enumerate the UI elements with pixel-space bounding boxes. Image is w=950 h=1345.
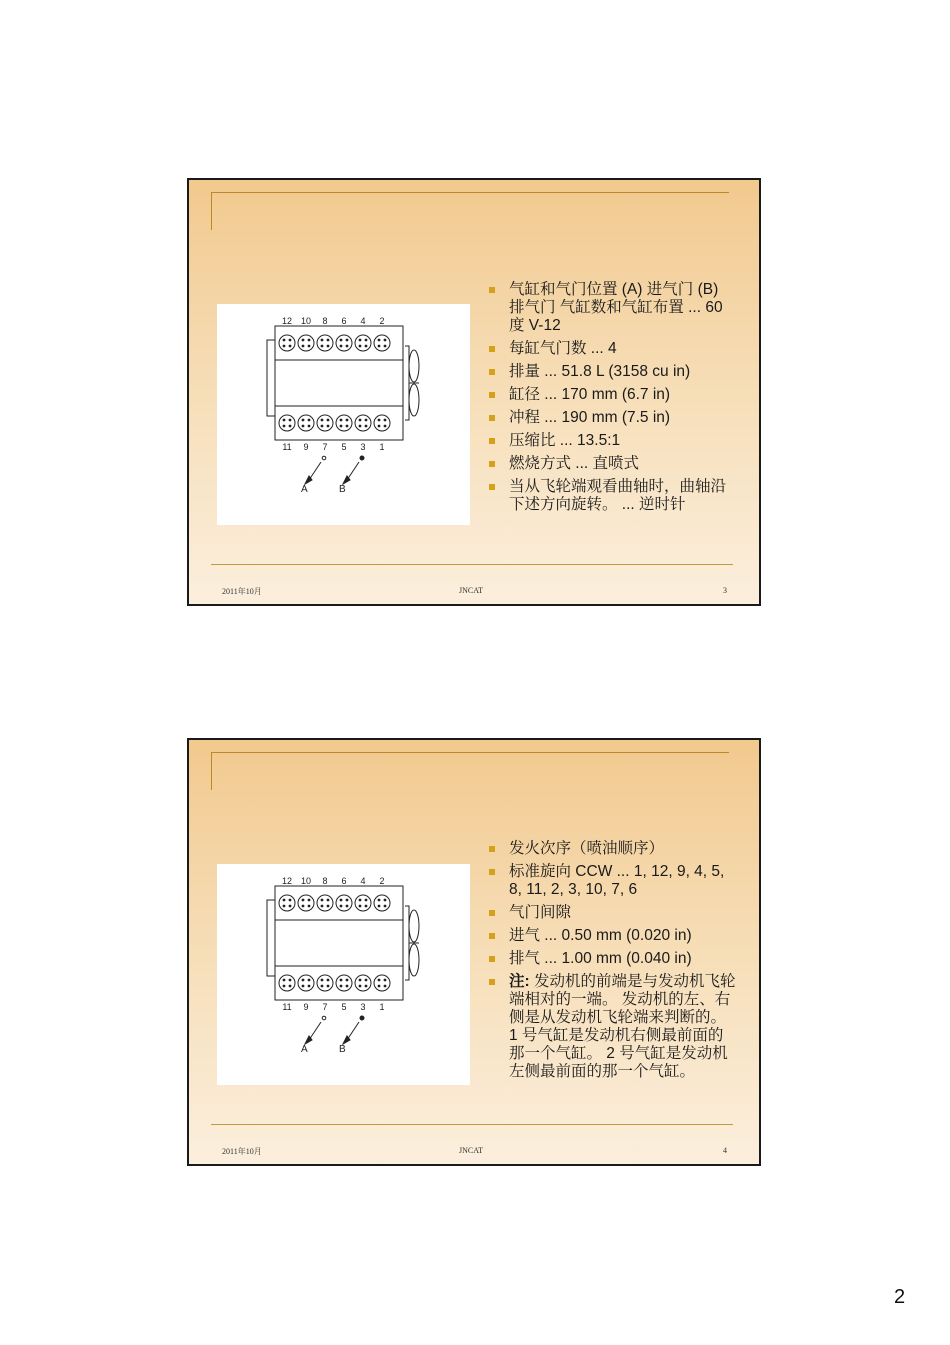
- engine-block: [275, 920, 403, 966]
- valve: [378, 339, 381, 342]
- valve: [359, 899, 362, 902]
- cylinder: [355, 975, 371, 991]
- valve: [378, 899, 381, 902]
- valve: [346, 419, 349, 422]
- title-frame-horizontal: [211, 192, 729, 193]
- cylinder: [317, 415, 333, 431]
- valve: [346, 905, 349, 908]
- bottom-cylinder-number: 7: [322, 442, 328, 452]
- top-cylinder-number: 2: [379, 316, 385, 326]
- valve: [346, 979, 349, 982]
- valve: [384, 425, 387, 428]
- bottom-cylinder-number: 9: [303, 1002, 309, 1012]
- valve: [302, 345, 305, 348]
- title-frame-vertical: [211, 192, 212, 230]
- bullet-item: [488, 950, 738, 968]
- valve: [365, 425, 368, 428]
- fan-blade-bottom: [409, 944, 419, 976]
- valve: [321, 345, 324, 348]
- valve: [359, 339, 362, 342]
- valve: [289, 979, 292, 982]
- valve: [302, 979, 305, 982]
- bullet-item: [488, 840, 738, 858]
- valve: [308, 899, 311, 902]
- top-cylinder-number: 10: [300, 316, 312, 326]
- top-cylinder-number: 12: [281, 876, 293, 886]
- valve: [346, 985, 349, 988]
- cylinder: [336, 415, 352, 431]
- valve: [359, 979, 362, 982]
- bullet-text: 冲程 ... 190 mm (7.5 in): [509, 409, 671, 426]
- bottom-cylinder-number: 3: [360, 1002, 366, 1012]
- footer-org: JNCAT: [459, 1146, 484, 1155]
- valve: [308, 345, 311, 348]
- cylinder: [298, 975, 314, 991]
- valve: [321, 979, 324, 982]
- bottom-cylinders: [279, 975, 390, 991]
- bottom-cylinder-number: 5: [341, 1002, 347, 1012]
- label-a: A: [301, 1044, 308, 1055]
- top-number-labels: [282, 316, 385, 326]
- valve: [346, 345, 349, 348]
- valve: [302, 419, 305, 422]
- slide-4: [187, 738, 761, 1166]
- valve: [378, 419, 381, 422]
- bullet-square-icon: [489, 415, 495, 421]
- engine-block: [275, 360, 403, 406]
- page-number: 2: [894, 1286, 906, 1308]
- cylinder: [355, 415, 371, 431]
- top-cylinder-number: 2: [379, 876, 385, 886]
- top-bank: [275, 886, 403, 920]
- top-cylinder-number: 10: [300, 876, 312, 886]
- valve: [289, 339, 292, 342]
- valve: [321, 419, 324, 422]
- top-cylinder-number: 8: [322, 876, 328, 886]
- valve: [359, 905, 362, 908]
- valve: [283, 419, 286, 422]
- valve: [378, 985, 381, 988]
- valve: [283, 425, 286, 428]
- arrow-a: [309, 1022, 321, 1040]
- cylinder: [279, 895, 295, 911]
- bullet-text: 燃烧方式 ... 直喷式: [509, 455, 640, 472]
- bullet-square-icon: [489, 846, 495, 852]
- bullet-square-icon: [489, 461, 495, 467]
- valve: [378, 905, 381, 908]
- valve: [327, 419, 330, 422]
- bullet-item: [488, 409, 738, 427]
- valve: [340, 345, 343, 348]
- cylinder: [317, 975, 333, 991]
- v12-engine-schematic: [217, 304, 470, 525]
- valve: [340, 339, 343, 342]
- valve: [283, 899, 286, 902]
- title-frame-vertical: [211, 752, 212, 790]
- valve: [327, 425, 330, 428]
- bullet-item: [488, 363, 738, 381]
- valve: [289, 985, 292, 988]
- valve: [340, 985, 343, 988]
- arrow-b: [347, 1022, 359, 1040]
- valve: [283, 339, 286, 342]
- valve: [384, 899, 387, 902]
- bullet-text: 排气 ... 1.00 mm (0.040 in): [509, 950, 692, 967]
- bullet-item: [488, 455, 738, 473]
- valve: [283, 905, 286, 908]
- title-frame-horizontal: [211, 752, 729, 753]
- arrow-a: [309, 462, 321, 480]
- valve: [327, 905, 330, 908]
- top-cylinder-number: 4: [360, 316, 366, 326]
- top-cylinders: [279, 895, 390, 911]
- top-number-labels: [282, 876, 385, 886]
- valve: [378, 425, 381, 428]
- bullet-text: 进气 ... 0.50 mm (0.020 in): [509, 927, 692, 944]
- valve: [327, 339, 330, 342]
- valve: [321, 905, 324, 908]
- bullet-item: [488, 281, 738, 335]
- bullet-text: 气门间隙: [509, 904, 572, 921]
- valve: [365, 345, 368, 348]
- bullet-item: [488, 340, 738, 358]
- cylinder: [298, 415, 314, 431]
- top-bank: [275, 326, 403, 360]
- bullet-square-icon: [489, 392, 495, 398]
- bullet-square-icon: [489, 346, 495, 352]
- valve: [302, 985, 305, 988]
- fan-blade-top: [409, 350, 419, 382]
- cylinder: [298, 335, 314, 351]
- bullet-item: [488, 432, 738, 450]
- bullet-item: [488, 478, 738, 514]
- valve: [302, 425, 305, 428]
- valve: [346, 339, 349, 342]
- valve: [283, 345, 286, 348]
- cylinder: [374, 335, 390, 351]
- bullet-square-icon: [489, 956, 495, 962]
- valve: [308, 425, 311, 428]
- valve: [321, 339, 324, 342]
- footer-org: JNCAT: [459, 586, 484, 595]
- bullet-square-icon: [489, 933, 495, 939]
- bullet-item: [488, 973, 738, 1081]
- bullet-item: [488, 904, 738, 922]
- valve: [302, 899, 305, 902]
- bottom-bank: [275, 966, 403, 1000]
- top-cylinder-number: 4: [360, 876, 366, 886]
- bottom-cylinder-number: 11: [282, 442, 292, 452]
- footer-date: 2011年10月: [222, 587, 262, 596]
- valve: [340, 419, 343, 422]
- flywheel-bracket: [405, 906, 409, 980]
- valve: [308, 979, 311, 982]
- note-label: 注:: [509, 973, 530, 990]
- bullet-text: 每缸气门数 ... 4: [509, 340, 617, 357]
- valve: [365, 979, 368, 982]
- bottom-number-labels: [282, 442, 384, 452]
- valve: [283, 979, 286, 982]
- bottom-cylinder-number: 1: [379, 442, 385, 452]
- cylinder: [279, 335, 295, 351]
- valve: [378, 345, 381, 348]
- valve: [359, 425, 362, 428]
- valve: [321, 899, 324, 902]
- label-b: B: [339, 484, 346, 495]
- engine-cylinder-diagram: [217, 864, 470, 1085]
- bullet-item: [488, 863, 738, 899]
- bullet-text: 发火次序（喷油顺序）: [509, 840, 665, 857]
- valve: [289, 345, 292, 348]
- bullet-square-icon: [489, 910, 495, 916]
- valve: [384, 905, 387, 908]
- cylinder: [279, 415, 295, 431]
- bullet-square-icon: [489, 979, 495, 985]
- footer-slide-number: 4: [723, 1146, 727, 1155]
- valve: [321, 425, 324, 428]
- valve: [340, 425, 343, 428]
- v12-engine-schematic: [217, 864, 470, 1085]
- valve: [289, 419, 292, 422]
- bullet-text: 标准旋向 CCW ... 1, 12, 9, 4, 5, 8, 11, 2, 3, 10, 7, 6: [509, 863, 725, 898]
- bullet-text: 排量 ... 51.8 L (3158 cu in): [509, 363, 691, 380]
- valve: [365, 419, 368, 422]
- footer-divider: [211, 1124, 733, 1125]
- bullet-item: [488, 386, 738, 404]
- cylinder: [355, 895, 371, 911]
- valve: [378, 979, 381, 982]
- footer-divider: [211, 564, 733, 565]
- valve: [384, 339, 387, 342]
- cylinder: [374, 975, 390, 991]
- cylinder: [317, 335, 333, 351]
- top-cylinder-number: 6: [341, 876, 347, 886]
- valve: [289, 899, 292, 902]
- top-cylinder-number: 12: [281, 316, 293, 326]
- flywheel-bracket: [405, 346, 409, 420]
- cylinder: [336, 335, 352, 351]
- valve: [327, 979, 330, 982]
- firing-order-list: [488, 840, 738, 1086]
- valve: [327, 345, 330, 348]
- cylinder: [317, 895, 333, 911]
- fan-blade-bottom: [409, 384, 419, 416]
- bullet-square-icon: [489, 438, 495, 444]
- bottom-cylinders: [279, 415, 390, 431]
- bullet-text: 缸径 ... 170 mm (6.7 in): [509, 386, 671, 403]
- bottom-cylinder-number: 5: [341, 442, 347, 452]
- bullet-square-icon: [489, 287, 495, 293]
- bullet-text: 气缸和气门位置 (A) 进气门 (B) 排气门 气缸数和气缸布置 ... 60 度 V-12: [509, 281, 723, 334]
- valve: [283, 985, 286, 988]
- valve: [359, 985, 362, 988]
- bullet-text: 当从飞轮端观看曲轴时，曲轴沿下述方向旋转。 ... 逆时针: [509, 478, 727, 513]
- bullet-square-icon: [489, 369, 495, 375]
- valve: [359, 419, 362, 422]
- arrow-b: [347, 462, 359, 480]
- valve: [308, 985, 311, 988]
- bottom-cylinder-number: 1: [379, 1002, 385, 1012]
- valve: [365, 985, 368, 988]
- cylinder: [374, 895, 390, 911]
- cylinder: [374, 415, 390, 431]
- bottom-cylinder-number: 7: [322, 1002, 328, 1012]
- valve: [289, 905, 292, 908]
- label-b: B: [339, 1044, 346, 1055]
- engine-cylinder-diagram: [217, 304, 470, 525]
- bottom-cylinder-number: 11: [282, 1002, 292, 1012]
- valve: [308, 339, 311, 342]
- valve: [327, 985, 330, 988]
- slide-3: [187, 178, 761, 606]
- valve: [365, 339, 368, 342]
- valve: [365, 905, 368, 908]
- bottom-cylinder-number: 9: [303, 442, 309, 452]
- valve: [384, 979, 387, 982]
- label-a: A: [301, 484, 308, 495]
- specs-list: [488, 281, 738, 519]
- top-cylinders: [279, 335, 390, 351]
- footer-slide-number: 3: [723, 586, 727, 595]
- top-cylinder-number: 6: [341, 316, 347, 326]
- cylinder: [279, 975, 295, 991]
- valve: [308, 419, 311, 422]
- cylinder: [298, 895, 314, 911]
- valve: [289, 425, 292, 428]
- valve: [340, 899, 343, 902]
- fan-blade-top: [409, 910, 419, 942]
- valve: [302, 339, 305, 342]
- valve: [359, 345, 362, 348]
- valve: [384, 419, 387, 422]
- top-cylinder-number: 8: [322, 316, 328, 326]
- valve: [365, 899, 368, 902]
- valve: [384, 345, 387, 348]
- cylinder: [336, 895, 352, 911]
- bullet-text: 压缩比 ... 13.5:1: [509, 432, 621, 449]
- bottom-cylinder-number: 3: [360, 442, 366, 452]
- valve: [340, 905, 343, 908]
- bullet-square-icon: [489, 484, 495, 490]
- valve: [340, 979, 343, 982]
- cylinder: [355, 335, 371, 351]
- front-bracket: [267, 900, 275, 976]
- cylinder: [336, 975, 352, 991]
- valve: [346, 899, 349, 902]
- front-bracket: [267, 340, 275, 416]
- bullet-item: [488, 927, 738, 945]
- valve: [308, 905, 311, 908]
- bullet-square-icon: [489, 869, 495, 875]
- bottom-bank: [275, 406, 403, 440]
- bottom-number-labels: [282, 1002, 384, 1012]
- valve: [302, 905, 305, 908]
- bullet-text: 发动机的前端是与发动机飞轮端相对的一端。 发动机的左、右侧是从发动机飞轮端来判断的。 1 号气缸是发动机右侧最前面的那一个气缸。 2 号气缸是发动机左侧最前面的那一个气缸。: [509, 973, 736, 1080]
- valve: [384, 985, 387, 988]
- valve: [327, 899, 330, 902]
- valve: [346, 425, 349, 428]
- valve: [321, 985, 324, 988]
- footer-date: 2011年10月: [222, 1147, 262, 1156]
